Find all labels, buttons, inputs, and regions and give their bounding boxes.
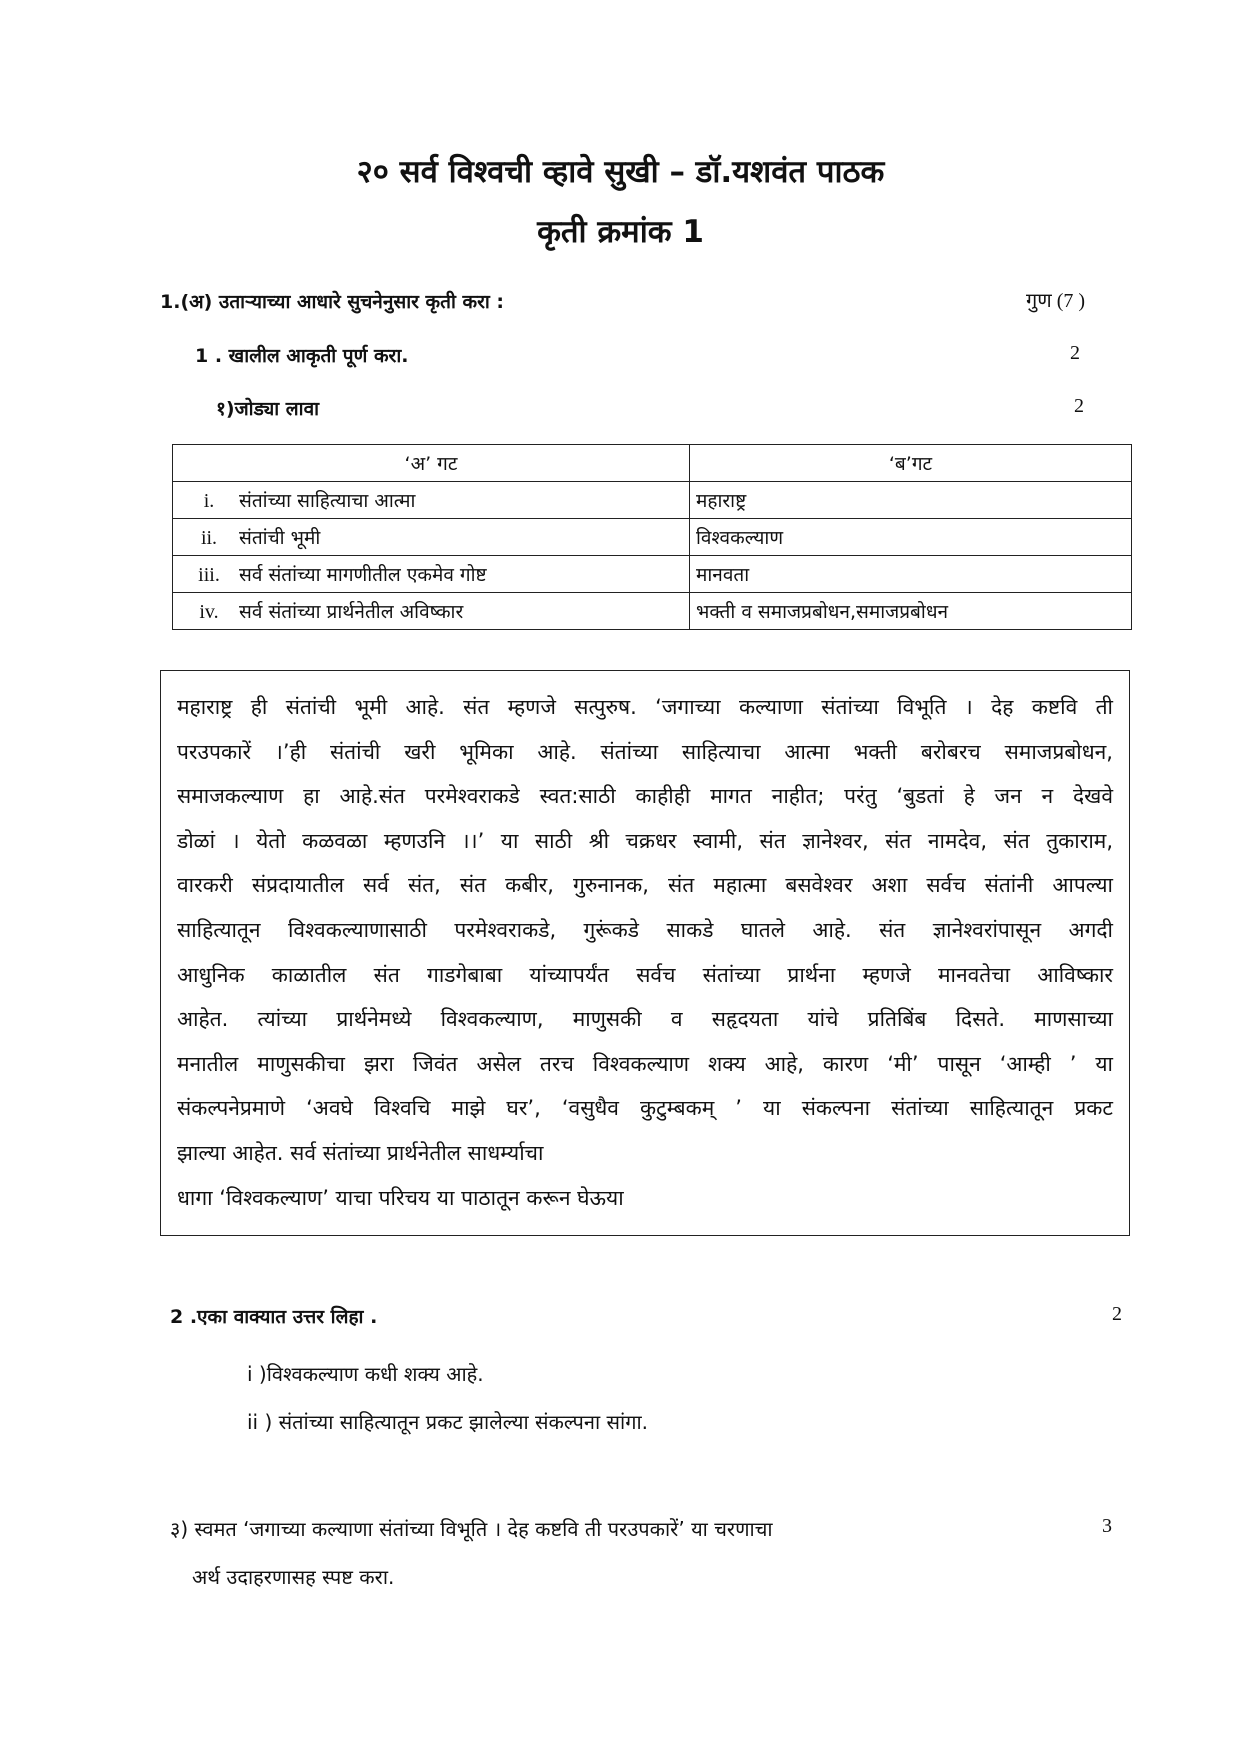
passage-line: समाजकल्याण हा आहे.संत परमेश्वराकडे स्वत:साठी काहीही मागत नाहीत; परंतु ‘बुडतां हे जन न देखवे <box>177 784 1113 809</box>
passage-line: धागा ‘विश्वकल्याण’ याचा परिचय या पाठातून करून घेऊया <box>177 1185 624 1210</box>
column-a-cell <box>173 593 690 630</box>
question-2-i: i )विश्वकल्याण कधी शक्य आहे. <box>247 1362 484 1386</box>
passage-line: मनातील माणुसकीचा झरा जिवंत असेल तरच विश्वकल्याण शक्य आहे, कारण ‘मी’ पासून ‘आम्ही ’ या <box>177 1051 1113 1076</box>
column-b-cell: विश्वकल्याण <box>690 519 1132 556</box>
table-header-row <box>173 445 1132 482</box>
question1-label: 1 . खालील आकृती पूर्ण करा. <box>195 345 409 367</box>
column-b-cell: भक्ती व समाजप्रबोधन,समाजप्रबोधन <box>690 593 1132 630</box>
passage-line: झाल्या आहेत. सर्व संतांच्या प्रार्थनेतील साधर्म्याचा <box>177 1140 544 1165</box>
passage-line: परउपकारें ।’ही संतांची खरी भूमिका आहे. संतांच्या साहित्याचा आत्मा भक्ती बरोबरच समाजप्रबोधन, <box>177 739 1113 764</box>
column-a-cell <box>173 482 690 519</box>
section2-marks: 2 <box>1112 1303 1122 1325</box>
question-3-line1: ३) स्वमत ‘जगाच्या कल्याणा संतांच्या विभूति । देह कष्टवि ती परउपकारें’ या चरणाचा <box>170 1517 773 1541</box>
row-number: ii. <box>200 527 218 549</box>
match-pairs-label: १)जोड्या लावा <box>216 398 320 420</box>
table-row <box>173 519 1132 556</box>
question-3-line2: अर्थ उदाहरणासह स्पष्ट करा. <box>192 1565 395 1589</box>
passage-line: डोळां । येतो कळवळा म्हणउनि ।।’ या साठी श्री चक्रधर स्वामी, संत ज्ञानेश्वर, संत नामदेव, संत तुकाराम, <box>177 828 1113 853</box>
row-number: i. <box>203 490 215 512</box>
page-title: २० सर्व विश्वची व्हावे सुखी – डॉ.यशवंत पाठक <box>356 154 885 190</box>
column-a-header: ‘अ’ गट <box>173 445 690 482</box>
column-a-text: सर्व संतांच्या प्रार्थनेतील अविष्कार <box>239 601 464 623</box>
match-table <box>172 444 1132 630</box>
column-b-header: ‘ब’गट <box>690 445 1132 482</box>
row-number: iii. <box>198 564 220 586</box>
question-3-marks: 3 <box>1102 1515 1112 1537</box>
section2-heading: 2 .एका वाक्यात उत्तर लिहा . <box>170 1306 378 1328</box>
column-b-cell: महाराष्ट्र <box>690 482 1132 519</box>
column-a-text: संतांची भूमी <box>239 527 321 549</box>
section1-heading: 1.(अ) उताऱ्याच्या आधारे सुचनेनुसार कृती करा : <box>160 291 505 313</box>
passage-line: आधुनिक काळातील संत गाडगेबाबा यांच्यापर्यंत सर्वच संतांच्या प्रार्थना म्हणजे मानवतेचा आविष्कार <box>177 962 1113 987</box>
activity-number: कृती क्रमांक 1 <box>537 214 704 250</box>
question1-marks: 2 <box>1070 342 1080 364</box>
question-2-ii: ii ) संतांच्या साहित्यातून प्रकट झालेल्या संकल्पना सांगा. <box>247 1410 648 1434</box>
passage-line: साहित्यातून विश्वकल्याणासाठी परमेश्वराकडे, गुरूंकडे साकडे घातले आहे. संत ज्ञानेश्वरांपासून अगदी <box>177 917 1113 942</box>
column-a-text: संतांच्या साहित्याचा आत्मा <box>239 490 416 512</box>
passage-line: आहेत. त्यांच्या प्रार्थनेमध्ये विश्वकल्याण, माणुसकी व सहृदयता यांचे प्रतिबिंब दिसते. माणसाच्या <box>177 1007 1113 1032</box>
passage-line: वारकरी संप्रदायातील सर्व संत, संत कबीर, गुरुनानक, संत महात्मा बसवेश्वर अशा सर्वच संतांनी आपल्या <box>177 873 1113 898</box>
column-a-cell <box>173 556 690 593</box>
row-number: iv. <box>199 601 219 623</box>
column-a-cell <box>173 519 690 556</box>
table-row <box>173 556 1132 593</box>
column-a-text: सर्व संतांच्या मागणीतील एकमेव गोष्ट <box>239 564 487 586</box>
match-pairs-marks: 2 <box>1074 395 1084 417</box>
table-row <box>173 482 1132 519</box>
passage-box <box>160 670 1130 1236</box>
table-row <box>173 593 1132 630</box>
section1-marks: गुण (7 ) <box>1026 290 1086 312</box>
passage-line: संकल्पनेप्रमाणे ‘अवघे विश्वचि माझे घर’, ‘वसुधैव कुटुम्बकम् ’ या संकल्पना संतांच्या साहित्यातून प्रकट <box>177 1096 1113 1121</box>
column-b-cell: मानवता <box>690 556 1132 593</box>
passage-line: महाराष्ट्र ही संतांची भूमी आहे. संत म्हणजे सत्पुरुष. ‘जगाच्या कल्याणा संतांच्या विभूति । देह कष्टवि ती <box>177 695 1113 719</box>
